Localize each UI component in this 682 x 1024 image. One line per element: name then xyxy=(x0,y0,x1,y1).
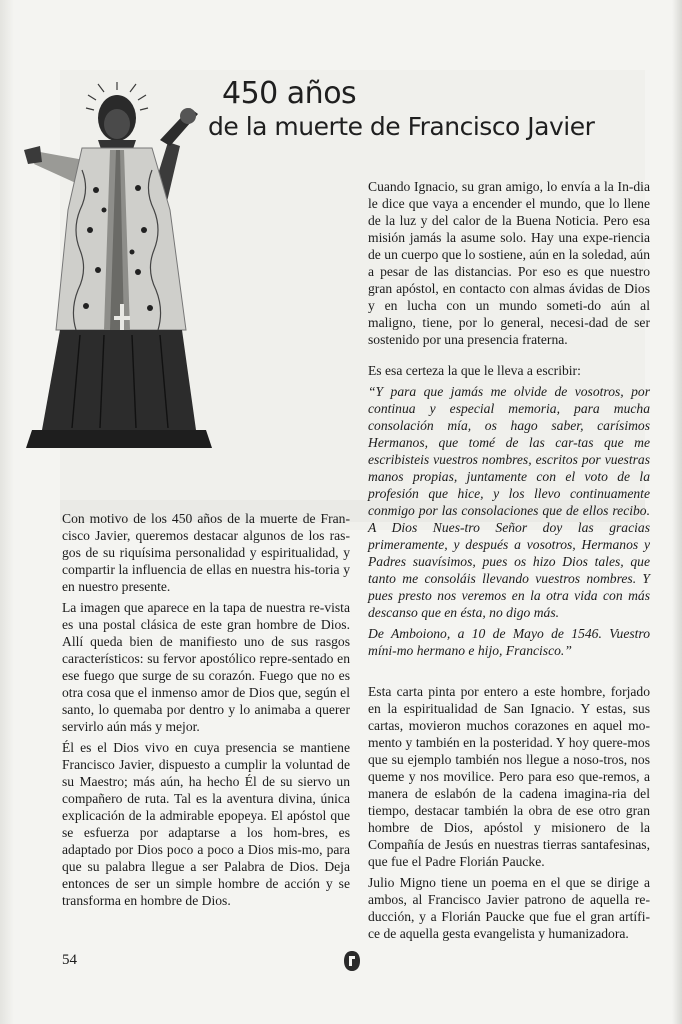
paragraph: La imagen que aparece en la tapa de nuestra re-vista es una postal clásica de este gran hombre de Dios. Allí queda bien de manifiesto uno de sus rasgos característicos: su fervor apostólico repre-sentado en ese fuego que surge de su corazón. Fuego que no es otra cosa que el inmenso amor de Dios que, según el santo, lo quemaba por dentro y lo animaba a querer servirlo aún más y mejor. xyxy=(62,600,350,734)
paragraph: Cuando Ignacio, su gran amigo, lo envía a la In-dia le dice que vaya a encender el mundo, que lo llene de la luz y del calor de la Buena Noticia. Pero esa misión jamás la asume solo. Hay una expe-riencia de un cuerpo que lo sostiene, aún en la soledad, aún a pesar de las distancias. Por eso es que nuestro gran apóstol, en contacto con almas ávidas de Dios y en lucha con un mundo someti-do aún al maligno, tiene, por lo general, necesi-dad de ser sostenido por una presencia fraterna. xyxy=(368,179,650,347)
paragraph: Él es el Dios vivo en cuya presencia se mantiene Francisco Javier, dispuesto a cumplir la voluntad de su Maestro; más aún, ha hecho Él de su siervo un compañero de ruta. Tal es la aventura divina, única explicación de la admirable epopeya. El apóstol que se esfuerza por adaptarse a los hom-bres, es adaptado por Dios poco a poco a Dios mis-mo, para que su palabra llegue a ser Palabra de Dios. Deja entonces de ser un simple hombre de acción y se transforma en hombre de Dios. xyxy=(62,740,350,908)
saint-statue-image xyxy=(20,80,236,460)
letter-signature: De Amboiono, a 10 de Mayo de 1546. Vuestro míni-mo hermano e hijo, Francisco.” xyxy=(368,626,650,658)
publication-logo-icon xyxy=(343,950,361,972)
title-line-1: 450 años xyxy=(222,76,357,111)
paragraph: Julio Migno tiene un poema en el que se dirige a ambos, al Francisco Javier patrono de aquella re-ducción, y a Florián Paucke que fue el gran artífi-ce de aquella gesta evangelista y humanizadora. xyxy=(368,875,650,941)
page-right-edge xyxy=(672,0,682,1024)
letter-quote: “Y para que jamás me olvide de vosotros, por continua y especial memoria, para mucha consolación mía, os hago saber, carísimos Hermanos, que tomé de las car-tas que me escribisteis vuestros nombres, escritos por vuestras manos propias, juntamente con el voto de la profesión que hice, y los llevo continuamente conmigo por las consolaciones que de ellos recibo. A Dios Nues-tro Señor doy las gracias primeramente, y después a vosotros, Hermanos y Padres suavísimos, pues os hizo Dios tales, que tanto me consoláis llevando vuestros nombres. Y pues presto nos veremos en la otra vida con más descanso que en ésta, no digo más. xyxy=(368,384,650,620)
right-column xyxy=(368,178,650,946)
article-title xyxy=(208,76,594,142)
paragraph: Con motivo de los 450 años de la muerte de Fran-cisco Javier, queremos destacar algunos de los ras-gos de su riquísima personalidad y espiritualidad, y compartir la influencia de ellas en nuestra his-toria y en nuestro presente. xyxy=(62,511,350,594)
page-binding-edge xyxy=(0,0,14,1024)
page-number: 54 xyxy=(62,952,77,968)
paragraph: Es esa certeza la que le lleva a escribir: xyxy=(368,363,581,378)
title-line-2: de la muerte de Francisco Javier xyxy=(208,112,595,141)
left-column xyxy=(62,510,350,913)
paragraph: Esta carta pinta por entero a este hombre, forjado en la espiritualidad de San Ignacio. Y estas, sus cartas, movieron muchos corazones en aquel mo-mento y también en la posteridad. Y hoy quere-mos que su ejemplo también nos llegue a noso-tros, nos queme y nos movilice. Pero para eso que-remos, a manera de eslabón de la cadena imagina-ria del tiempo, destacar también la obra de ese otro gran hombre de Dios, apóstol y misionero de la Compañía de Jesús en nuestras tierras santafesinas, que fue el Padre Florián Paucke. xyxy=(368,684,650,869)
